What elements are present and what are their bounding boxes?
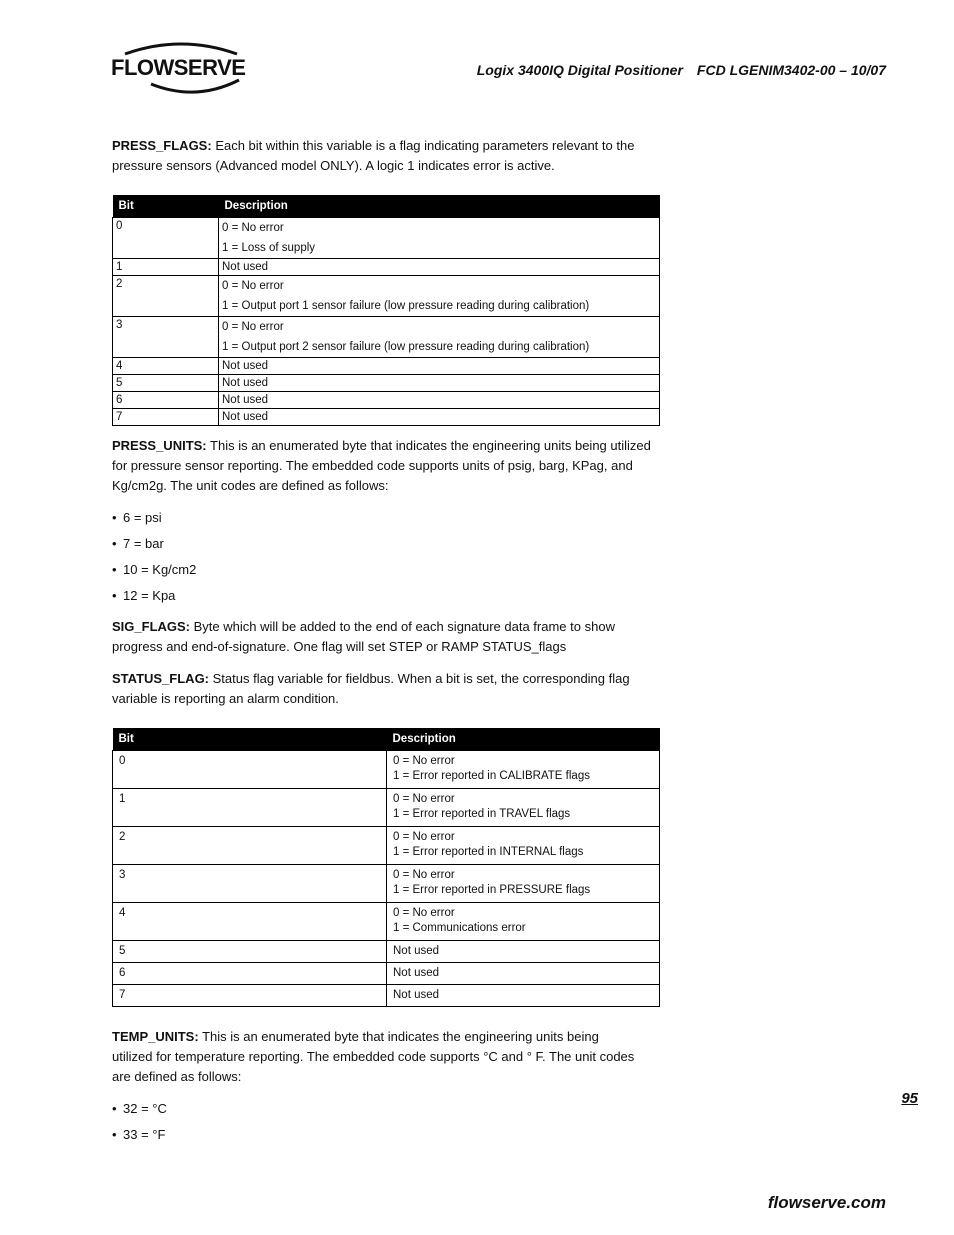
description-cell [219,409,660,426]
press-flags-text: Each bit within this variable is a flag indicating parameters relevant to the pressure sensors (Advanced model ONLY). A logic 1 indicates error is active. [112,138,635,173]
sig-flags-term: SIG_FLAGS: [112,619,191,634]
bit-cell: 3 [113,865,387,903]
table-row [113,985,660,1007]
bit-cell: 2 [113,827,387,865]
description-line: 0 = No error [393,831,455,843]
status-flag-paragraph [112,669,660,709]
description-line: Not used [222,411,269,423]
table-row [113,259,660,276]
description-cell [219,276,660,317]
table-row [113,941,660,963]
press-units-text: This is an enumerated byte that indicates the engineering units being utilized for pressure sensor reporting. The embedded code supports units of psig, barg, KPag, and Kg/cm2g. The unit codes are defined as follows: [112,438,651,493]
list-item: • 10 = Kg/cm2 [112,562,197,577]
logo-text: FLOWSERVE [111,55,246,80]
description-line: 0 = No error [222,280,284,292]
press-flags-paragraph [112,136,660,176]
bit-cell: 6 [113,963,387,985]
description-cell [219,392,660,409]
list-item: • 7 = bar [112,536,164,551]
table-row [113,218,660,259]
column-header-description: Description [219,195,660,218]
table-row [113,375,660,392]
description-line: Not used [222,377,269,389]
bit-cell: 4 [113,358,219,375]
temp-units-term: TEMP_UNITS: [112,1029,199,1044]
list-item: • 12 = Kpa [112,588,176,603]
header-title [477,62,886,78]
description-cell [219,358,660,375]
bit-cell: 6 [113,392,219,409]
sig-flags-paragraph [112,617,660,657]
list-item: • 32 = °C [112,1101,167,1116]
bit-cell: 4 [113,903,387,941]
list-item: • 6 = psi [112,510,162,525]
description-cell [219,375,660,392]
description-cell [219,218,660,259]
page-number: 95 [901,1090,918,1107]
description-cell [387,941,660,963]
description-cell [387,865,660,903]
footer-url: flowserve.com [767,1193,886,1212]
description-line: Not used [222,360,269,372]
table-row [113,358,660,375]
status-flag-table [112,728,660,1007]
table-row [113,392,660,409]
press-units-list [112,508,196,612]
status-flag-text: Status flag variable for fieldbus. When a bit is set, the corresponding flag variable is reporting an alarm condition. [112,671,630,706]
description-line: 1 = Output port 1 sensor failure (low pressure reading during calibration) [222,300,590,312]
description-cell [219,259,660,276]
description-cell [387,903,660,941]
bit-cell: 1 [113,789,387,827]
bit-cell: 5 [113,941,387,963]
description-line: Not used [393,945,440,957]
press-flags-table [112,195,660,426]
table-row [113,751,660,789]
bit-cell: 0 [113,218,219,259]
description-line: 1 = Error reported in INTERNAL flags [393,846,584,858]
bit-cell: 0 [113,751,387,789]
description-line: 0 = No error [393,793,455,805]
description-line: 0 = No error [222,321,284,333]
temp-units-text: This is an enumerated byte that indicates the engineering units being utilized for temperature reporting. The embedded code supports °C and ° F. The unit codes are defined as follows: [112,1029,635,1084]
temp-units-list [112,1099,167,1151]
description-line: 1 = Error reported in CALIBRATE flags [393,770,590,782]
description-cell [387,963,660,985]
table-header-row [113,728,660,751]
table-row [113,317,660,358]
description-line: 0 = No error [393,755,455,767]
description-cell [387,985,660,1007]
doc-code: FCD LGENIM3402-00 – 10/07 [696,62,886,78]
table-row [113,827,660,865]
description-line: 1 = Loss of supply [222,242,316,254]
bit-cell: 3 [113,317,219,358]
description-line: 0 = No error [393,907,455,919]
description-line: Not used [393,989,440,1001]
bit-cell: 7 [113,409,219,426]
column-header-description: Description [387,728,660,751]
press-units-paragraph [112,436,660,496]
flowserve-logo [111,40,251,96]
description-line: Not used [393,967,440,979]
description-cell [219,317,660,358]
press-units-term: PRESS_UNITS: [112,438,207,453]
table-row [113,789,660,827]
description-line: 1 = Communications error [393,922,526,934]
bit-cell: 1 [113,259,219,276]
description-line: 1 = Error reported in TRAVEL flags [393,808,571,820]
bit-cell: 5 [113,375,219,392]
table-row [113,276,660,317]
description-line: Not used [222,261,269,273]
description-line: 1 = Error reported in PRESSURE flags [393,884,591,896]
bit-cell: 7 [113,985,387,1007]
sig-flags-text: Byte which will be added to the end of each signature data frame to show progress and end-of-signature. One flag will set STEP or RAMP STATUS_flags [112,619,615,654]
description-line: 0 = No error [393,869,455,881]
description-line: 0 = No error [222,222,284,234]
table-row [113,963,660,985]
description-line: Not used [222,394,269,406]
description-cell [387,827,660,865]
table-header-row [113,195,660,218]
product-name: Logix 3400IQ Digital Positioner [476,62,683,78]
temp-units-paragraph [112,1027,642,1087]
column-header-bit: Bit [113,728,387,751]
table-row [113,903,660,941]
press-flags-term: PRESS_FLAGS: [112,138,212,153]
status-flag-term: STATUS_FLAG: [112,671,210,686]
list-item: • 33 = °F [112,1127,166,1142]
table-row [113,409,660,426]
column-header-bit: Bit [113,195,219,218]
description-cell [387,789,660,827]
table-row [113,865,660,903]
bit-cell: 2 [113,276,219,317]
description-cell [387,751,660,789]
description-line: 1 = Output port 2 sensor failure (low pressure reading during calibration) [222,341,590,353]
